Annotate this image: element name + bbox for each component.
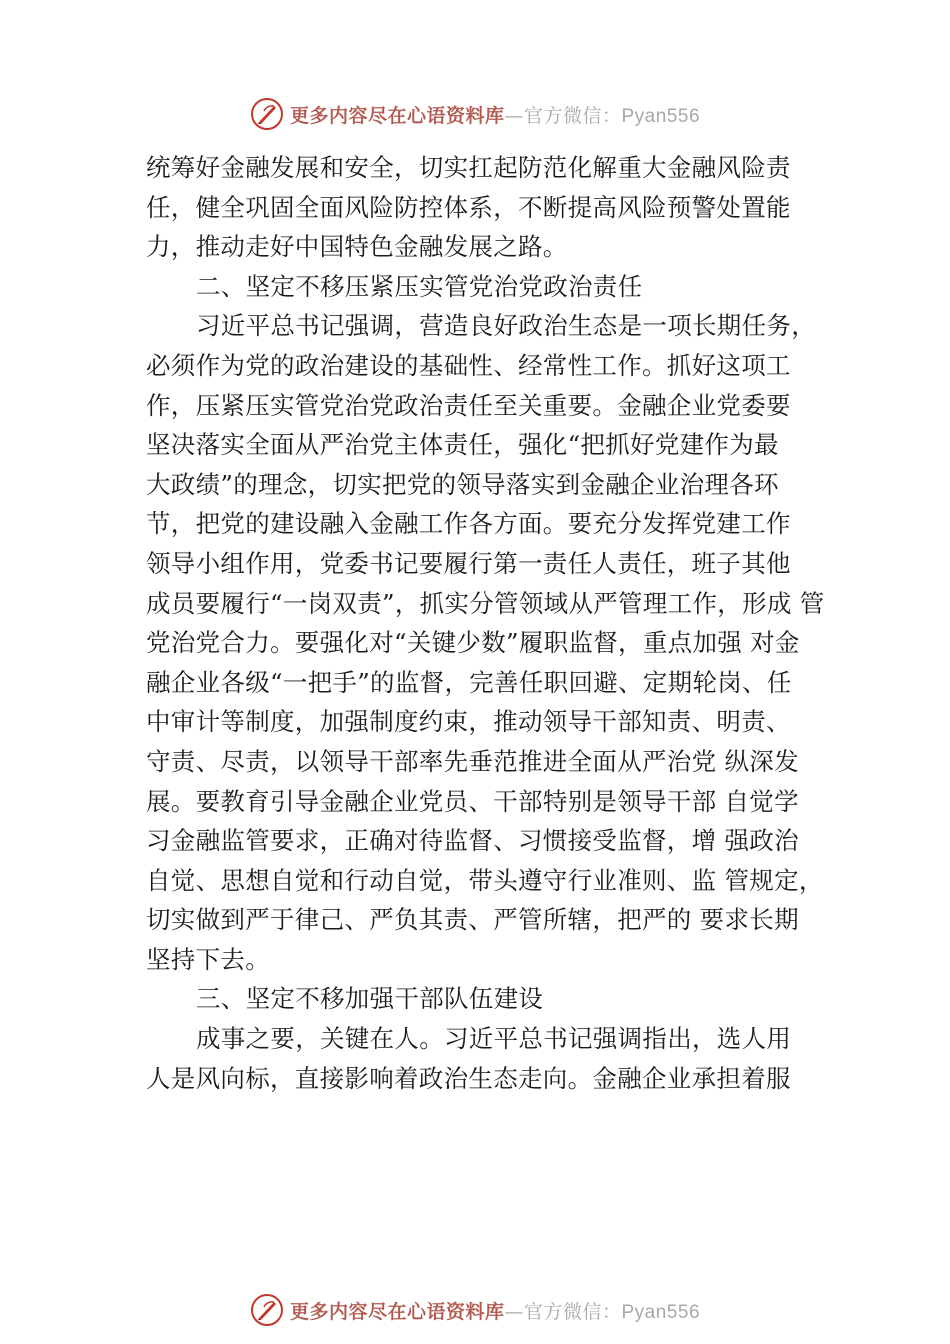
watermark-brand: 更多内容尽在心语资料库 <box>289 1300 505 1323</box>
text-line: 人是风向标，直接影响着政治生态走向。金融企业承担着服 <box>146 1063 791 1093</box>
watermark-wechat-id: Pyan556 <box>621 1301 701 1323</box>
watermark-wechat-id: Pyan556 <box>621 105 701 127</box>
footer-watermark <box>0 1290 950 1330</box>
text-line: 三、坚定不移加强干部队伍建设 <box>196 984 544 1014</box>
text-line: 力，推动走好中国特色金融发展之路。 <box>146 232 568 262</box>
text-line: 作，压紧压实管党治党政治责任至关重要。金融企业党委要 <box>146 390 791 420</box>
text-line: 习金融监管要求，正确对待监督、习惯接受监督，增 强政治 <box>146 826 799 856</box>
watermark-wechat-label: 官方微信： <box>523 104 622 127</box>
text-line: 二、坚定不移压紧压实管党治党政治责任 <box>196 271 643 301</box>
watermark-text <box>290 1297 700 1324</box>
watermark-dash: — <box>504 104 524 127</box>
text-line: 成事之要，关键在人。习近平总书记强调指出，选人用 <box>196 1024 792 1054</box>
text-line: 坚决落实全面从严治党主体责任，强化“把抓好党建作为最 <box>146 430 779 460</box>
quill-logo-icon <box>250 97 284 131</box>
text-line: 自觉、思想自觉和行动自觉，带头遵守行业准则、监 管规定， <box>146 865 824 895</box>
text-line: 必须作为党的政治建设的基础性、经常性工作。抓好这项工 <box>146 350 791 380</box>
quill-logo-icon <box>250 1293 284 1327</box>
text-line: 展。要教育引导金融企业党员、干部特别是领导干部 自觉学 <box>146 786 799 816</box>
text-line: 坚持下去。 <box>146 944 270 974</box>
text-line: 领导小组作用，党委书记要履行第一责任人责任，班子其他 <box>146 548 791 578</box>
document-body <box>146 148 836 1098</box>
text-line: 节，把党的建设融入金融工作各方面。要充分发挥党建工作 <box>146 509 791 539</box>
text-line: 中审计等制度，加强制度约束，推动领导干部知责、明责、 <box>146 707 791 737</box>
text-line: 习近平总书记强调，营造良好政治生态是一项长期任务， <box>196 311 816 341</box>
watermark-text <box>290 101 700 128</box>
text-line: 守责、尽责，以领导干部率先垂范推进全面从严治党 纵深发 <box>146 746 799 776</box>
text-line: 切实做到严于律己、严负其责、严管所辖，把严的 要求长期 <box>146 905 799 935</box>
text-line: 统筹好金融发展和安全，切实扛起防范化解重大金融风险责 <box>146 153 791 182</box>
text-line: 成员要履行“一岗双责”，抓实分管领域从严管理工作，形成 管 <box>146 588 825 618</box>
watermark-brand: 更多内容尽在心语资料库 <box>289 104 505 127</box>
watermark-dash: — <box>504 1300 524 1323</box>
header-watermark <box>0 94 950 134</box>
text-line: 任，健全巩固全面风险防控体系，不断提高风险预警处置能 <box>146 192 791 222</box>
text-line: 党治党合力。要强化对“关键少数”履职监督，重点加强 对金 <box>146 628 800 658</box>
watermark-wechat-label: 官方微信： <box>523 1300 622 1323</box>
text-line: 融企业各级“一把手”的监督，完善任职回避、定期轮岗、任 <box>146 667 792 697</box>
text-line: 大政绩”的理念，切实把党的领导落实到金融企业治理各环 <box>146 469 779 499</box>
